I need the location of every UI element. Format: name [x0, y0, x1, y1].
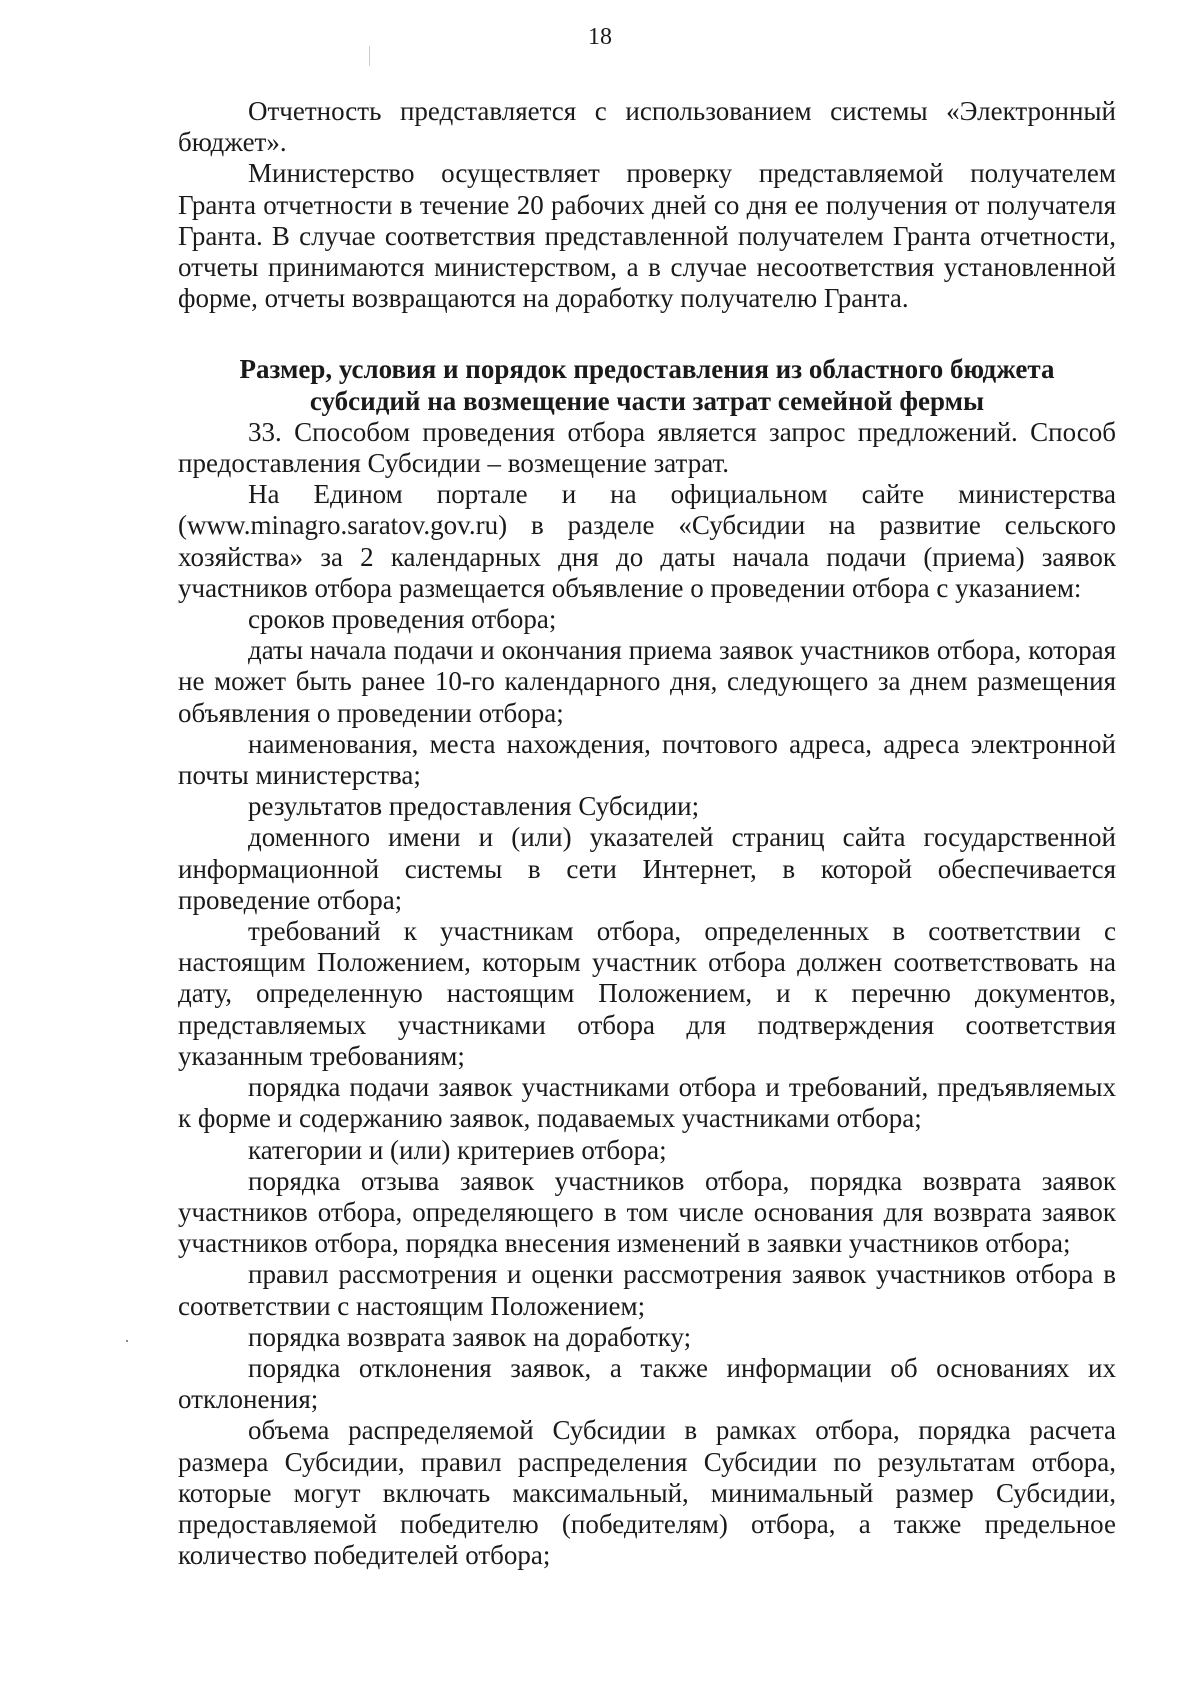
list-item: требований к участникам отбора, определенных в соответствии с настоящим Положением, которым участник отбора должен соответствовать на дату, определенную настоящим Положением, и к перечню документов, представляемых участниками отбора для подтверждения соответствия указанным требованиям; — [178, 916, 1116, 1071]
paragraph-selection-method: 33. Способом проведения отбора является запрос предложений. Способ предоставления Субсидии – возмещение затрат. — [178, 416, 1116, 479]
section-heading-line-2: субсидий на возмещение части затрат семейной фермы — [309, 385, 985, 416]
page-number: 18 — [588, 24, 612, 50]
list-item: сроков проведения отбора; — [248, 604, 557, 635]
list-item: порядка отклонения заявок, а также информации об основаниях их отклонения; — [178, 1352, 1116, 1415]
announcement-items-list — [178, 604, 1116, 1571]
list-item: наименования, места нахождения, почтового адреса, адреса электронной почты министерства; — [178, 728, 1116, 791]
list-item: порядка отзыва заявок участников отбора, порядка возврата заявок участников отбора, определяющего в том числе основания для возврата заявок участников отбора, порядка внесения изменений в заявки участников отбора; — [178, 1165, 1116, 1259]
list-item: доменного имени и (или) указателей страниц сайта государственной информационной системы в сети Интернет, в которой обеспечивается проведение отбора; — [178, 822, 1116, 915]
paragraph-announcement: На Едином портале и на официальном сайте министерства (www.minagro.saratov.gov.ru) в разделе «Субсидии на развитие сельского хозяйства» за 2 календарных дня до даты начала подачи (приема) заявок участников отбора размещается объявление о проведении отбора с указанием: — [178, 479, 1116, 603]
document-body — [178, 96, 1116, 1571]
list-item: порядка подачи заявок участниками отбора и требований, предъявляемых к форме и содержанию заявок, подаваемых участниками отбора; — [178, 1072, 1116, 1134]
scan-speck — [126, 1340, 128, 1342]
list-item: объема распределяемой Субсидии в рамках отбора, порядка расчета размера Субсидии, правил распределения Субсидии по результатам отбора, которые могут включать максимальный, минимальный размер Субсидии, предоставляемой победителю (победителям) отбора, а также предельное количество победителей отбора; — [178, 1415, 1116, 1571]
list-item: правил рассмотрения и оценки рассмотрения заявок участников отбора в соответствии с настоящим Положением; — [178, 1259, 1116, 1321]
list-item: категории и (или) критериев отбора; — [248, 1134, 667, 1165]
paragraph-reporting-system: Отчетность представляется с использованием системы «Электронный бюджет». — [178, 96, 1116, 158]
list-item: результатов предоставления Субсидии; — [248, 791, 700, 822]
paragraph-ministry-check: Министерство осуществляет проверку представляемой получателем Гранта отчетности в течение 20 рабочих дней со дня ее получения от получателя Гранта. В случае соответствия представленной получателем Гранта отчетности, отчеты принимаются министерством, а в случае несоответствия установленной форме, отчеты возвращаются на доработку получателю Гранта. — [178, 158, 1116, 314]
list-item: даты начала подачи и окончания приема заявок участников отбора, которая не может быть ранее 10-го календарного дня, следующего за днем размещения объявления о проведении отбора; — [178, 635, 1116, 728]
section-heading-line-1: Размер, условия и порядок предоставления из областного бюджета — [239, 354, 1055, 385]
scan-speck — [369, 46, 370, 66]
list-item: порядка возврата заявок на доработку; — [248, 1321, 692, 1352]
section-heading — [178, 354, 1116, 416]
